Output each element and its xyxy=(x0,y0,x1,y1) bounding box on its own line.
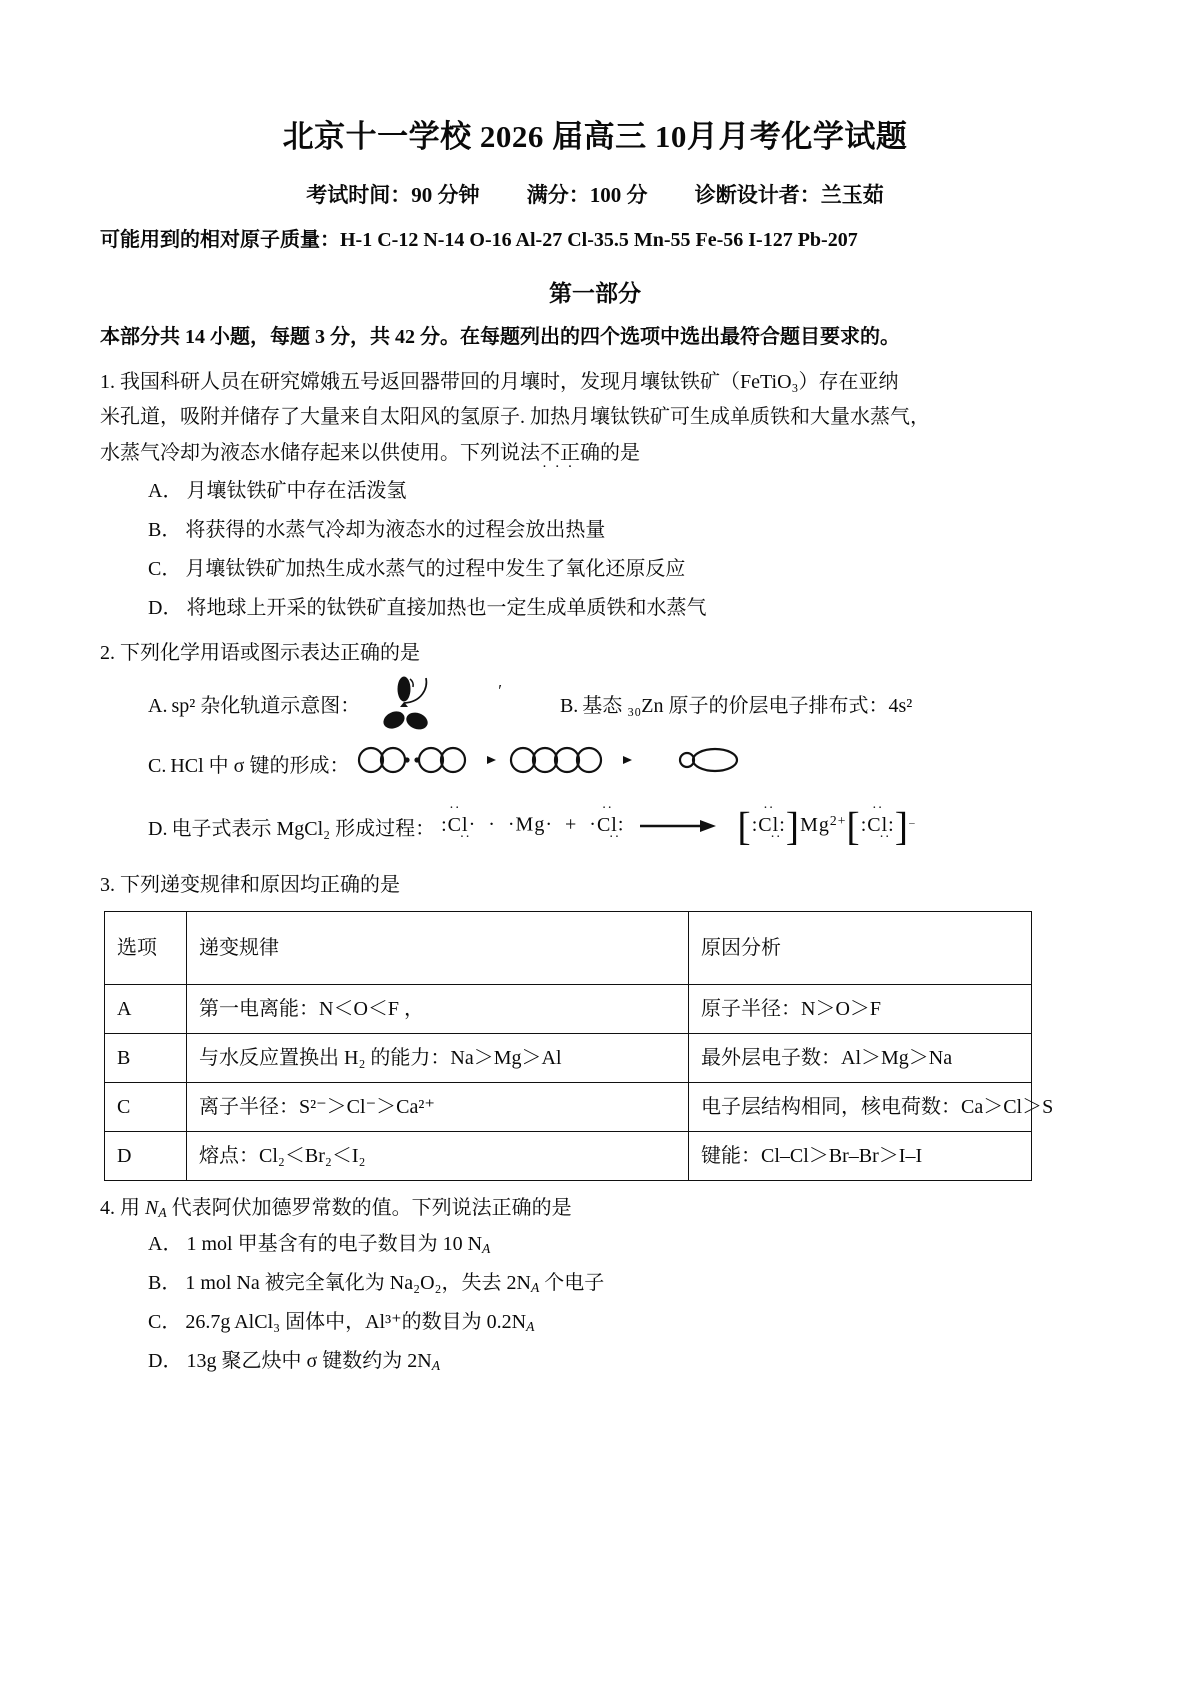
question-1-options xyxy=(100,472,1090,628)
question-4-stem-pre: 用 xyxy=(120,1197,145,1220)
table-row[interactable] xyxy=(105,985,1032,1034)
question-4-options xyxy=(100,1225,1090,1381)
option-b[interactable] xyxy=(560,689,912,718)
reaction-arrow-icon xyxy=(638,815,724,837)
cell-trend-c: 离子半径：S²⁻＞Cl⁻＞Ca²⁺ xyxy=(187,1083,689,1132)
option-d-label: D. xyxy=(148,817,168,840)
exam-time: 考试时间：90 分钟 xyxy=(306,182,480,207)
option-c-text: 月壤钛铁矿加热生成水蒸气的过程中发生了氧化还原反应 xyxy=(185,557,686,580)
relative-atomic-mass-line xyxy=(100,227,1090,253)
question-2-row-ab xyxy=(100,675,1090,731)
option-a-label: A． xyxy=(148,1233,183,1256)
table-header-row xyxy=(105,912,1032,985)
hcl-sigma-bond-formation-diagram-icon xyxy=(357,740,757,786)
option-c[interactable] xyxy=(100,1303,1090,1342)
cell-option-d: D xyxy=(105,1132,187,1181)
question-4-stem-post: 代表阿伏加德罗常数的值。下列说法正确的是 xyxy=(166,1197,572,1220)
option-d-label: D． xyxy=(148,1350,183,1373)
option-c-sub: A xyxy=(526,1319,535,1335)
question-1 xyxy=(100,365,1090,628)
part-one-instruction: 本部分共 14 小题，每题 3 分，共 42 分。在每题列出的四个选项中选出最符合题目要求的。 xyxy=(100,325,900,348)
mass-label: 可能用到的相对原子质量： xyxy=(100,228,340,251)
table-row[interactable] xyxy=(105,1034,1032,1083)
option-d-sub: A xyxy=(431,1358,440,1374)
cell-option-b: B xyxy=(105,1034,187,1083)
option-b-text: 1 mol Na 被完全氧化为 Na₂O₂，失去 2N xyxy=(185,1272,531,1295)
trend-table xyxy=(104,911,1054,1181)
question-1-stem xyxy=(100,365,1090,472)
question-2-stem xyxy=(100,636,1090,672)
cell-reason-d: 键能：Cl–Cl＞Br–Br＞I–I xyxy=(689,1132,1032,1181)
question-1-stem-line1: 我国科研人员在研究嫦娥五号返回器带回的月壤时，发现月壤钛铁矿（FeTiO₃）存在亚纳 xyxy=(120,370,899,393)
part-one-heading: 第一部分 xyxy=(549,280,641,306)
cell-option-a: A xyxy=(105,985,187,1034)
option-a-label: A. xyxy=(148,694,168,717)
sp2-hybrid-orbital-diagram-icon xyxy=(366,676,458,730)
cell-trend-d: 熔点：Cl₂＜Br₂＜I₂ xyxy=(187,1132,689,1181)
cell-reason-a: 原子半径：N＞O＞F xyxy=(689,985,1032,1034)
table-row[interactable] xyxy=(105,1083,1032,1132)
option-c[interactable] xyxy=(100,550,1090,589)
option-d[interactable] xyxy=(148,812,435,841)
option-c-label: C. xyxy=(148,754,167,777)
option-d-text: 13g 聚乙炔中 σ 键数约为 2N xyxy=(186,1350,432,1373)
option-a[interactable] xyxy=(100,472,1090,511)
option-b-text: 将获得的水蒸气冷却为液态水的过程会放出热量 xyxy=(185,518,606,541)
cell-trend-a: 第一电离能：N＜O＜F ， xyxy=(187,985,689,1034)
mgcl2-lewis-left: ·· :Cl ··· · ·Mg· + ··· Cl ··: xyxy=(441,814,630,836)
option-c-label: C． xyxy=(148,1311,182,1334)
mgcl2-electron-formula-diagram-icon xyxy=(441,803,916,849)
option-a-text: sp² 杂化轨道示意图： xyxy=(171,694,361,717)
question-2-stem-text: 下列化学用语或图示表达正确的是 xyxy=(120,641,420,664)
page-title: 北京十一学校 2026 届高三 10月月考化学试题 xyxy=(282,119,908,154)
option-a[interactable] xyxy=(148,689,360,718)
option-a[interactable] xyxy=(100,1225,1090,1264)
avogadro-subscript: A xyxy=(158,1205,167,1221)
cell-trend-b: 与水反应置换出 H₂ 的能力：Na＞Mg＞Al xyxy=(187,1034,689,1083)
option-c[interactable] xyxy=(148,749,349,778)
question-2-row-d xyxy=(100,795,1090,857)
option-d[interactable] xyxy=(100,1342,1090,1381)
avogadro-symbol: N xyxy=(145,1197,159,1220)
option-b-label: B. xyxy=(559,694,579,717)
option-b[interactable] xyxy=(100,1264,1090,1303)
question-2-number: 2. xyxy=(100,641,115,664)
question-3-stem xyxy=(100,869,1090,901)
exam-meta-line xyxy=(100,179,1090,209)
mgcl2-lewis-right: [·· :Cl $\cdot\cdot:]Mg^{2+}[\cdot\cdot$ :Cl ··:]– xyxy=(737,814,915,836)
option-a-sub: A xyxy=(482,1241,491,1257)
cell-reason-b: 最外层电子数：Al＞Mg＞Na xyxy=(689,1034,1032,1083)
question-3-stem-text: 下列递变规律和原因均正确的是 xyxy=(120,874,400,897)
cell-reason-c: 电子层结构相同，核电荷数：Ca＞Cl＞S xyxy=(689,1083,1032,1132)
th-trend: 递变规律 xyxy=(187,912,689,985)
question-1-stem-line2: 米孔道，吸附并储存了大量来自太阳风的氢原子. 加热月壤钛铁矿可生成单质铁和大量水蒸气， xyxy=(100,406,930,429)
th-option: 选项 xyxy=(105,912,187,985)
question-1-stem-line3a: 水蒸气冷却为液态水储存起来以供使用。下列说法 xyxy=(100,441,540,464)
question-3-number: 3. xyxy=(100,874,115,897)
option-b-label: B． xyxy=(148,1272,182,1295)
option-b[interactable] xyxy=(100,511,1090,550)
question-2 xyxy=(100,636,1090,858)
question-3 xyxy=(100,869,1090,1181)
mass-values: H-1 C-12 N-14 O-16 Al-27 Cl-35.5 Mn-55 Fe-56 I-127 Pb-207 xyxy=(340,228,858,251)
question-4-stem xyxy=(100,1191,1090,1225)
option-d[interactable] xyxy=(100,589,1090,628)
question-2-row-c xyxy=(100,735,1090,791)
option-c-label: C． xyxy=(148,557,182,580)
option-b-text: 基态 ₃₀Zn 原子的价层电子排布式： xyxy=(582,694,889,717)
option-a-text: 月壤钛铁矿中存在活泼氢 xyxy=(186,479,407,502)
question-1-stem-line3b: 的是 xyxy=(600,441,640,464)
question-4 xyxy=(100,1191,1090,1381)
option-b-label: B． xyxy=(148,518,182,541)
full-marks: 满分：100 分 xyxy=(526,182,648,207)
question-1-emphasis: 不正确 · · · xyxy=(540,442,600,464)
question-1-number: 1. xyxy=(100,370,115,393)
option-a-label: A． xyxy=(148,479,183,502)
th-reason: 原因分析 xyxy=(689,912,1032,985)
option-b-tail: 个电子 xyxy=(539,1272,605,1295)
option-a-text: 1 mol 甲基含有的电子数目为 10 N xyxy=(186,1233,483,1256)
designer: 诊断设计者：兰玉茹 xyxy=(694,182,884,207)
option-d-label: D． xyxy=(148,596,183,619)
option-d-text: 将地球上开采的钛铁矿直接加热也一定生成单质铁和水蒸气 xyxy=(186,596,707,619)
option-c-text: 26.7g AlCl₃ 固体中，Al³⁺的数目为 0.2N xyxy=(185,1311,527,1334)
option-b-sub: A xyxy=(530,1280,540,1296)
stray-mark: ′ xyxy=(498,681,502,701)
option-d-text: 电子式表示 MgCl₂ 形成过程： xyxy=(171,817,436,840)
option-b-value: 4s² xyxy=(888,694,913,717)
table-row[interactable] xyxy=(105,1132,1032,1181)
cell-option-c: C xyxy=(105,1083,187,1132)
option-c-text: HCl 中 σ 键的形成： xyxy=(170,754,350,777)
question-4-number: 4. xyxy=(100,1197,115,1220)
